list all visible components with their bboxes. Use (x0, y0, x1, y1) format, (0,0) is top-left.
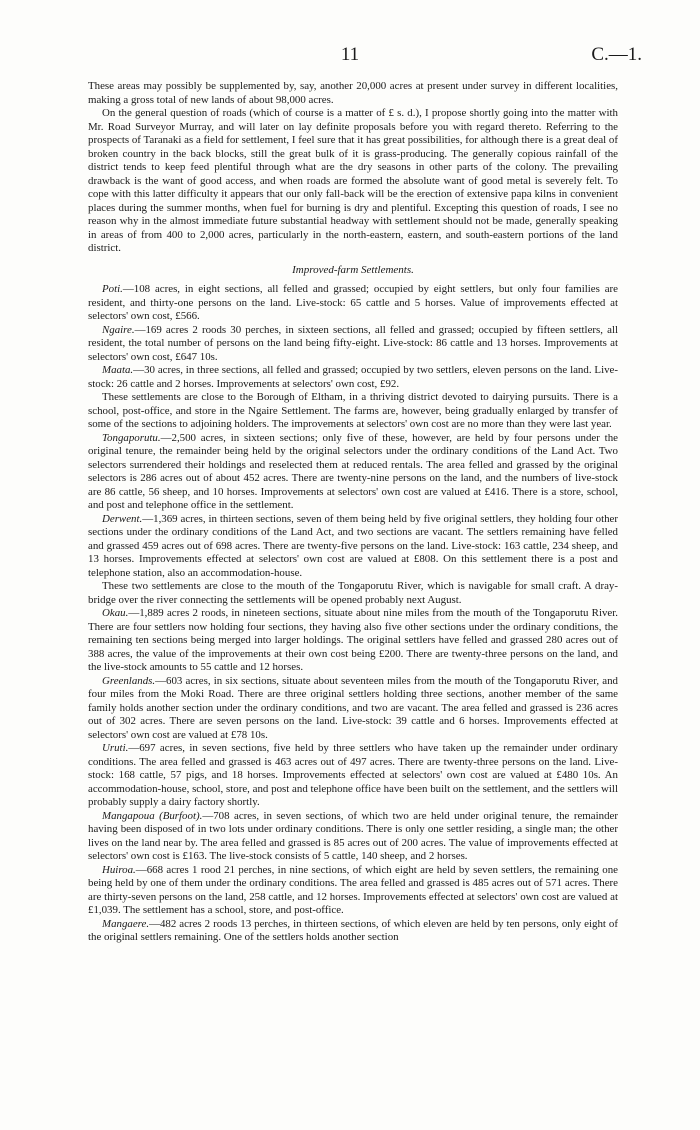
settlement-name: Derwent. (102, 512, 143, 525)
settlement-name: Mangapoua (Burfoot). (102, 809, 203, 822)
settlement-text: —30 acres, in three sections, all felled and grassed; occupied by two settlers, eleven persons on the land. Live-stock: 26 cattle and 2 horses. Improvements at selectors' own cost, £92. (88, 364, 618, 390)
page-number: 11 (340, 44, 360, 65)
settlement-name: Tongaporutu. (102, 431, 161, 444)
settlement-paragraph (88, 513, 618, 581)
settlement-paragraph (88, 918, 618, 945)
settlement-name: Ngaire. (102, 323, 135, 336)
paragraph (88, 391, 618, 432)
settlement-text: —1,369 acres, in thirteen sections, seven of them being held by five original settlers, they holding four other sections under the ordinary conditions of the Land Act, and two sections are vacant. The settlers remaining have felled and grassed 459 acres out of 698 acres. There are twenty-five persons on the land. Live-stock: 163 cattle, 234 sheep, and 13 horses. Improvements effected at selectors' own cost are valued at £808. On this settlement there is a post and telephone station, also an accommodation-house. (88, 512, 618, 579)
settlement-name: Maata. (102, 364, 134, 376)
section-heading: Improved-farm Settlements. (292, 263, 414, 276)
settlement-name: Uruti. (102, 742, 129, 754)
settlement-text: —482 acres 2 roods 13 perches, in thirteen sections, of which eleven are held by ten persons, only eight of the original settlers remaining. One of the settlers holds another section (88, 917, 618, 943)
settlement-text: —708 acres, in seven sections, of which two are held under original tenure, the remainder having been disposed of in two lots under ordinary conditions. There is only one settler residing, a single man; the other lives on the land near by. The area felled and grassed is 85 acres out of 200 acres. The value of improvements effected at selectors' own cost is £163. The live-stock consists of 5 cattle, 140 sheep, and 2 horses. (88, 809, 618, 862)
settlement-paragraph (88, 675, 618, 743)
settlement-text: —1,889 acres 2 roods, in nineteen sections, situate about nine miles from the mouth of the Tongaporutu River. There are four settlers now holding four sections, they having also five other sections under the ordinary conditions, the remaining ten sections being merged into larger holdings. The original settlers have felled and grassed 280 acres out of 388 acres, the value of the improvements at their own cost being £200. There are twenty-three persons on the land, and the live-stock amounts to 55 cattle and 12 horses. (88, 607, 618, 673)
document-reference: C.—1. (591, 44, 642, 65)
settlement-paragraph (88, 742, 618, 810)
document-body (88, 80, 618, 945)
settlement-paragraph (88, 864, 618, 918)
paragraph-text: These settlements are close to the Borough of Eltham, in a thriving district devoted to dairying pursuits. There is a school, post-office, and store in the Ngaire Settlement. The farms are, however, being gradually enlarged by transfer of some of the sections to adjoining holders. The improvements at selectors' own cost are no more than they were last year. (88, 391, 618, 430)
settlement-paragraph (88, 324, 618, 365)
paragraph (88, 580, 618, 607)
settlement-paragraph (88, 810, 618, 864)
settlement-paragraph (88, 607, 618, 675)
settlement-paragraph (88, 432, 618, 513)
settlement-text: —169 acres 2 roods 30 perches, in sixteen sections, all felled and grassed; occupied by fifteen settlers, all resident, the total number of persons on the land being fifty-eight. Live-stock: 86 cattle and 13 horses. Improvements at selectors' own cost, £647 10s. (88, 323, 618, 363)
settlement-name: Huiroa. (102, 863, 136, 876)
settlement-paragraph (88, 283, 618, 324)
settlement-paragraph (88, 364, 618, 391)
settlement-name: Poti. (102, 283, 123, 295)
settlement-text: —108 acres, in eight sections, all felled and grassed; occupied by eight settlers, but only four families are resident, and thirty-one persons on the land. Live-stock: 65 cattle and 5 horses. Value of improvements effected at selectors' own cost, £566. (88, 283, 618, 322)
paragraph-text: These two settlements are close to the mouth of the Tongaporutu River, which is navigable for small craft. A dray-bridge over the river connecting the settlements will be opened probably next August. (88, 580, 618, 606)
settlement-name: Okau. (102, 607, 129, 619)
settlement-text: —603 acres, in six sections, situate about seventeen miles from the mouth of the Tongaporutu River, and four miles from the Moki Road. There are three original settlers holding three sections, another member of the same family holds another section under the ordinary conditions, and two are vacant. The area felled and grassed is 236 acres out of 302 acres. There are seven persons on the land. Live-stock: 39 cattle and 6 horses. Improvements effected at selectors' own cost are valued at £78 10s. (88, 674, 618, 741)
settlement-text: —697 acres, in seven sections, five held by three settlers who have taken up the remainder under ordinary conditions. The area felled and grassed is 463 acres out of 497 acres. There are twenty-three persons on the land. Live-stock: 168 cattle, 57 pigs, and 18 horses. Improvements effected at selectors' own cost are valued at £480 10s. An accommodation-house, school, store, and post and telephone office have been built on the settlement, and the settlers will probably supply a dairy factory shortly. (88, 742, 618, 808)
settlement-name: Mangaere. (102, 917, 150, 930)
paragraph: These areas may possibly be supplemented by, say, another 20,000 acres at present under survey in different localities, making a gross total of new lands of about 98,000 acres. (88, 80, 618, 106)
settlement-text: —2,500 acres, in sixteen sections; only five of these, however, are held by four persons under the original tenure, the remainder being held by the original selectors under the ordinary conditions of the Land Act. Two selectors surrendered their holdings and reselected them at reduced rentals. The area felled and grassed by the original selectors is 286 acres out of about 452 acres. There are twenty-nine persons on the land, and the numbers of live-stock are 86 cattle, 56 sheep, and 10 horses. Improvements at selectors' own cost are valued at £416. There is a store, school, and post and telephone office in the settlement. (88, 431, 618, 511)
settlement-text: —668 acres 1 rood 21 perches, in nine sections, of which eight are held by seven settlers, the remaining one being held by one of them under the ordinary conditions. The area felled and grassed is 485 acres out of 571 acres. There are thirty-seven persons on the land, 258 cattle, and 12 horses. Improvements effected at selectors' own cost are valued at £1,039. The settlement has a school, store, and post-office. (88, 863, 618, 916)
settlement-name: Greenlands. (102, 674, 156, 687)
paragraph: On the general question of roads (which of course is a matter of £ s. d.), I propose shortly going into the matter with Mr. Road Surveyor Murray, and will later on lay definite proposals before you with regard thereto. Referring to the prospects of Taranaki as a field for settlement, I feel sure that it has great possibilities, for although there is a great deal of broken country in the back blocks, still the great bulk of it is grass-producing. The generally copious rainfall of the district tends to keep feed plentiful through what are the dry seasons in other parts of the colony. The prevailing drawback is the want of good access, and when roads are formed the absolute want of good metal is severely felt. To cope with this latter difficulty it appears that our only fall-back will be the erection of extensive papa kilns in convenient places during the summer months, when fuel for burning is dry and plentiful. Excepting this question of roads, I see no reason why in the almost immediate future substantial headway with settlement should not be made, generally speaking in areas of from 400 to 2,000 acres, particularly in the north-eastern, eastern, and south-eastern portions of the land district. (88, 107, 618, 254)
